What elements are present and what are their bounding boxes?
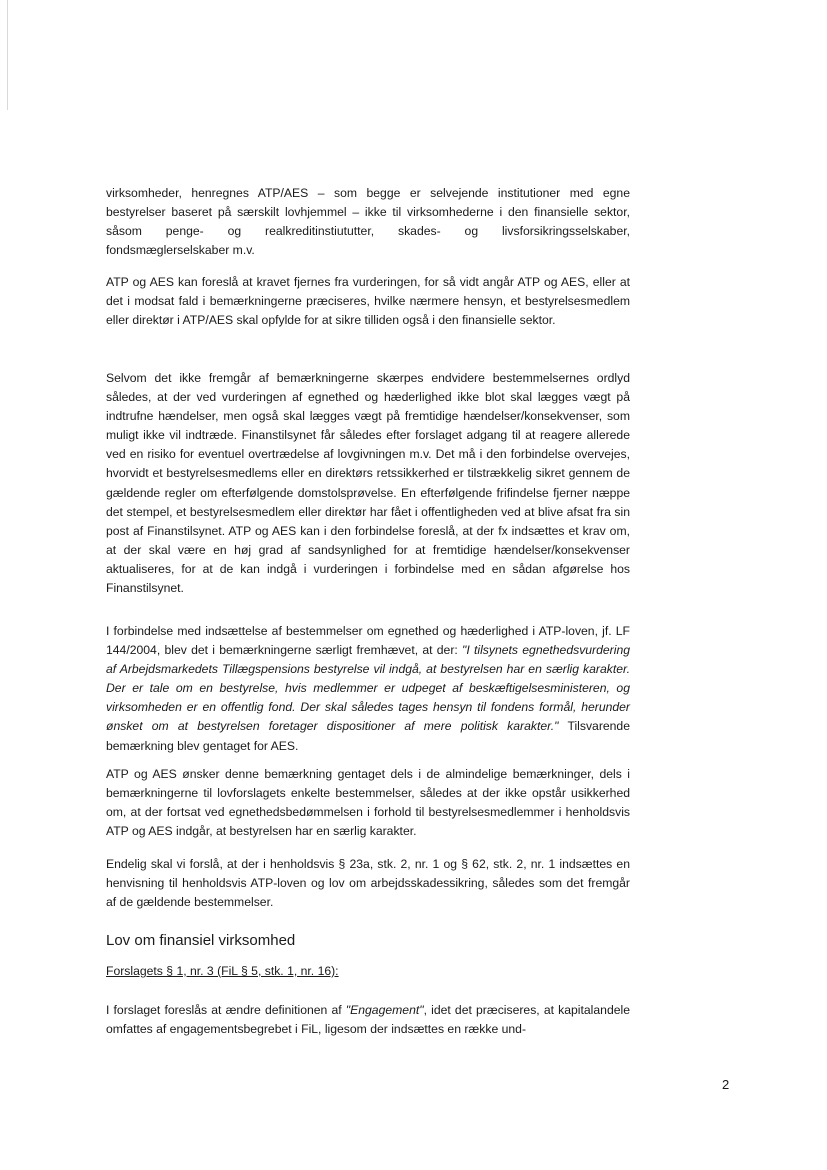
paragraph-sector-definition: virksomheder, henregnes ATP/AES – som begge er selvejende institutioner med egne bestyrelser baseret på særskilt lovhjemmel – ikke til virksomhederne i den finansielle sektor, såsom penge- og realkreditinstiututter, skades- og livsforsikringsselskaber, fondsmæglerselskaber m.v.: [106, 186, 630, 258]
paragraph-board-remarks: [106, 622, 630, 756]
paragraph-repeat-remark: ATP og AES ønsker denne bemærkning gentaget dels i de almindelige bemærkninger, dels i bemærkningerne til lovforslagets enkelte bestemmelser, således at der ikke opstår usikkerhed om, at der fortsat ved egnethedsbedømmelsen i forhold til bestyrelsesmedlemmer i henholdsvis ATP og AES indgår, at bestyrelsen har en særlig karakter.: [106, 767, 630, 839]
paragraph-text-after: , idet det præciseres, at kapitalandele omfattes af engagementsbegrebet i FiL, ligesom der indsættes en række und-: [106, 1003, 630, 1037]
italic-quote: "Engagement": [345, 1003, 424, 1017]
paragraph-legal-certainty: Selvom det ikke fremgår af bemærkningerne skærpes endvidere bestemmelsernes ordlyd således, at der ved vurderingen af egnethed og hæderlighed ikke blot skal lægges vægt på indtrufne hændelser, men også skal lægges vægt på fremtidige hændelser/konsekvenser, som muligt ikke vil indtræde. Finanstilsynet får således efter forslaget adgang til at reagere allerede ved en risiko for eventuel overtrædelse af lovgivningen m.v. Det må i den forbindelse overvejes, hvorvidt et bestyrelsesmedlems eller en direktørs retssikkerhed er tilstrækkelig sikret gennem de gældende regler om efterfølgende domstolsprøvelse. En efterfølgende frifindelse fjerner næppe det stempel, et bestyrelsesmedlem eller direktør har fået i offentligheden ved at blive afsat fra sin post af Finanstilsynet. ATP og AES kan i den forbindelse foreslå, at der fx indsættes et krav om, at der skal være en høj grad af sandsynlighed for at fremtidige hændelser/konsekvenser aktualiseres, for at de kan indgå i vurderingen i forbindelse med en sådan afgørelse hos Finanstilsynet.: [106, 371, 630, 596]
scan-edge-line: [7, 0, 8, 110]
page-number: 2: [722, 1077, 730, 1092]
section-heading: Lov om finansiel virksomhed: [106, 932, 296, 949]
italic-quote: "I tilsynets egnethedsvurdering af Arbejdsmarkedets Tillægspensions bestyrelse vil indgå, at bestyrelsen har en særlig karakter. Der er tale om en bestyrelse, hvis medlemmer er udpeget af beskæftigelsesministeren, og virksomheden er en offentlig fond. Der skal således tages hensyn til fondens formål, herunder ønsket om at bestyrelsen foretager dispositioner af mere politisk karakter.": [106, 643, 630, 734]
document-page: [106, 0, 730, 1170]
paragraph-engagement-definition: [106, 1001, 630, 1039]
section-subheading: Forslagets § 1, nr. 3 (FiL § 5, stk. 1, nr. 16):: [106, 964, 339, 978]
paragraph-reference-proposal: Endelig skal vi forslå, at der i henholdsvis § 23a, stk. 2, nr. 1 og § 62, stk. 2, nr. 1 indsættes en henvisning til henholdsvis ATP-loven og lov om arbejdsskadessikring, således som det fremgår af de gældende bestemmelser.: [106, 857, 630, 910]
paragraph-text-before: I forslaget foreslås at ændre definitionen af: [106, 1003, 346, 1017]
paragraph-text-before: I forbindelse med indsættelse af bestemmelser om egnethed og hæderlighed i ATP-loven, jf. LF 144/2004, blev det i bemærkningerne særligt fremhævet, at der:: [106, 624, 630, 658]
paragraph-text-after: Tilsvarende bemærkning blev gentaget for AES.: [106, 719, 630, 753]
paragraph-remove-requirement: ATP og AES kan foreslå at kravet fjernes fra vurderingen, for så vidt angår ATP og AES, eller at det i modsat fald i bemærkningerne præciseres, hvilke nærmere hensyn, et bestyrelsesmedlem eller direktør i ATP/AES skal opfylde for at sikre tilliden også i den finansielle sektor.: [106, 275, 630, 328]
